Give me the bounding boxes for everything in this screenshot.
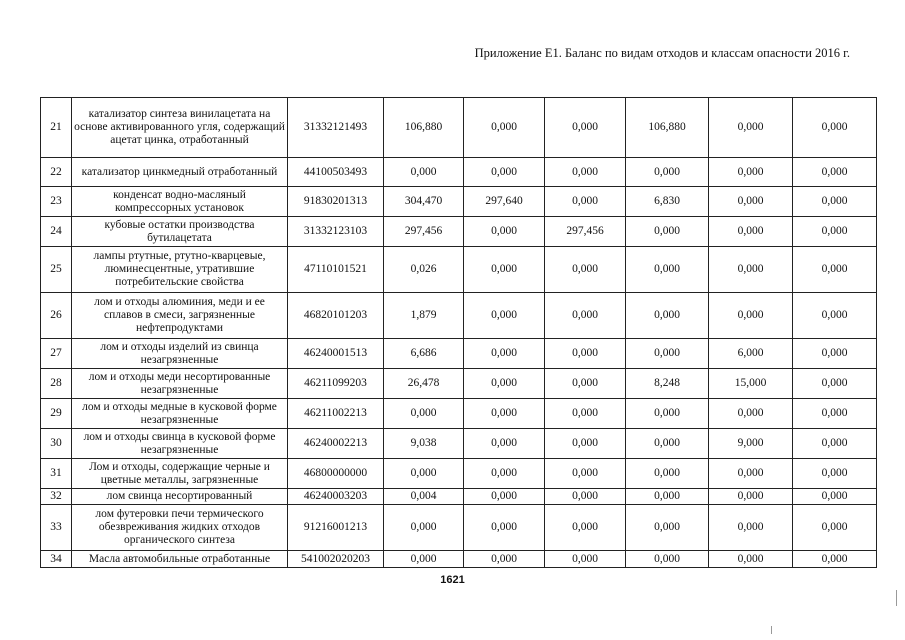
value-col-2: 0,000 [464, 551, 545, 568]
row-number: 33 [41, 505, 72, 551]
waste-code: 46211002213 [288, 399, 384, 429]
table-row [41, 551, 877, 568]
value-total: 26,478 [384, 369, 464, 399]
value-col-3: 0,000 [545, 459, 626, 489]
value-total: 0,000 [384, 459, 464, 489]
table-row [41, 489, 877, 505]
value-col-3: 0,000 [545, 293, 626, 339]
value-col-6: 0,000 [793, 98, 877, 158]
document-title: Приложение Е1. Баланс по видам отходов и классам опасности 2016 г. [474, 46, 850, 60]
waste-name: катализатор синтеза винилацетата на основе активированного угля, содержащий ацетат цинка, отработанный [72, 98, 288, 158]
waste-name: лом и отходы медные в кусковой форме незагрязненные [72, 399, 288, 429]
value-col-5: 0,000 [709, 293, 793, 339]
value-col-6: 0,000 [793, 217, 877, 247]
waste-code: 46240001513 [288, 339, 384, 369]
value-col-6: 0,000 [793, 459, 877, 489]
row-number: 30 [41, 429, 72, 459]
waste-code: 91216001213 [288, 505, 384, 551]
value-col-6: 0,000 [793, 505, 877, 551]
value-col-2: 0,000 [464, 429, 545, 459]
value-col-4: 0,000 [626, 247, 709, 293]
value-col-6: 0,000 [793, 489, 877, 505]
value-total: 0,000 [384, 551, 464, 568]
table-row [41, 187, 877, 217]
value-col-2: 0,000 [464, 217, 545, 247]
table-row [41, 158, 877, 187]
value-col-3: 0,000 [545, 339, 626, 369]
value-total: 0,004 [384, 489, 464, 505]
waste-name: катализатор цинкмедный отработанный [72, 158, 288, 187]
value-col-2: 0,000 [464, 399, 545, 429]
value-col-4: 0,000 [626, 217, 709, 247]
scan-mark [896, 590, 897, 606]
value-col-2: 0,000 [464, 247, 545, 293]
waste-code: 47110101521 [288, 247, 384, 293]
row-number: 21 [41, 98, 72, 158]
waste-balance-table [40, 97, 877, 568]
value-col-4: 0,000 [626, 459, 709, 489]
value-col-5: 0,000 [709, 98, 793, 158]
value-col-4: 0,000 [626, 399, 709, 429]
waste-code: 31332123103 [288, 217, 384, 247]
waste-name: лом футеровки печи термического обезвреживания жидких отходов органического синтеза [72, 505, 288, 551]
row-number: 22 [41, 158, 72, 187]
value-col-4: 106,880 [626, 98, 709, 158]
waste-name: кубовые остатки производства бутилацетата [72, 217, 288, 247]
row-number: 31 [41, 459, 72, 489]
waste-name: лампы ртутные, ртутно-кварцевые, люминесцентные, утратившие потребительские свойства [72, 247, 288, 293]
value-col-3: 0,000 [545, 551, 626, 568]
value-col-6: 0,000 [793, 369, 877, 399]
value-col-3: 0,000 [545, 98, 626, 158]
waste-name: лом и отходы изделий из свинца незагрязненные [72, 339, 288, 369]
value-col-6: 0,000 [793, 339, 877, 369]
table-row [41, 247, 877, 293]
value-col-4: 6,830 [626, 187, 709, 217]
value-col-4: 0,000 [626, 505, 709, 551]
value-col-5: 0,000 [709, 551, 793, 568]
waste-name: лом свинца несортированный [72, 489, 288, 505]
value-col-4: 0,000 [626, 489, 709, 505]
value-col-6: 0,000 [793, 399, 877, 429]
value-total: 297,456 [384, 217, 464, 247]
value-col-2: 0,000 [464, 293, 545, 339]
waste-code: 541002020203 [288, 551, 384, 568]
value-col-4: 0,000 [626, 293, 709, 339]
waste-name: конденсат водно-масляный компрессорных установок [72, 187, 288, 217]
value-col-3: 0,000 [545, 505, 626, 551]
waste-code: 91830201313 [288, 187, 384, 217]
value-col-5: 0,000 [709, 399, 793, 429]
row-number: 25 [41, 247, 72, 293]
value-col-3: 0,000 [545, 158, 626, 187]
value-total: 1,879 [384, 293, 464, 339]
scan-mark [771, 626, 772, 634]
waste-code: 46240002213 [288, 429, 384, 459]
value-col-3: 0,000 [545, 399, 626, 429]
value-col-4: 0,000 [626, 158, 709, 187]
waste-name: Масла автомобильные отработанные [72, 551, 288, 568]
value-col-3: 0,000 [545, 247, 626, 293]
waste-code: 46240003203 [288, 489, 384, 505]
value-col-3: 0,000 [545, 489, 626, 505]
value-col-5: 0,000 [709, 459, 793, 489]
value-total: 0,000 [384, 505, 464, 551]
value-col-2: 0,000 [464, 339, 545, 369]
value-col-5: 0,000 [709, 505, 793, 551]
value-total: 0,000 [384, 158, 464, 187]
row-number: 34 [41, 551, 72, 568]
table-row [41, 98, 877, 158]
waste-code: 44100503493 [288, 158, 384, 187]
value-col-2: 0,000 [464, 98, 545, 158]
table-row [41, 217, 877, 247]
value-col-4: 0,000 [626, 551, 709, 568]
table-row [41, 429, 877, 459]
waste-name: лом и отходы меди несортированные незагрязненные [72, 369, 288, 399]
value-col-5: 0,000 [709, 187, 793, 217]
table-row [41, 459, 877, 489]
row-number: 28 [41, 369, 72, 399]
value-total: 9,038 [384, 429, 464, 459]
value-col-5: 0,000 [709, 247, 793, 293]
value-col-5: 15,000 [709, 369, 793, 399]
value-col-6: 0,000 [793, 551, 877, 568]
table-row [41, 369, 877, 399]
value-col-5: 0,000 [709, 158, 793, 187]
waste-name: лом и отходы свинца в кусковой форме незагрязненные [72, 429, 288, 459]
waste-name: Лом и отходы, содержащие черные и цветные металлы, загрязненные [72, 459, 288, 489]
value-col-2: 0,000 [464, 505, 545, 551]
value-col-4: 0,000 [626, 339, 709, 369]
value-col-3: 0,000 [545, 429, 626, 459]
page-number: 1621 [440, 574, 465, 586]
value-total: 106,880 [384, 98, 464, 158]
table-row [41, 339, 877, 369]
value-col-2: 297,640 [464, 187, 545, 217]
row-number: 24 [41, 217, 72, 247]
value-col-6: 0,000 [793, 158, 877, 187]
value-total: 0,026 [384, 247, 464, 293]
row-number: 23 [41, 187, 72, 217]
value-col-5: 0,000 [709, 217, 793, 247]
value-col-4: 0,000 [626, 429, 709, 459]
value-col-6: 0,000 [793, 429, 877, 459]
value-col-2: 0,000 [464, 459, 545, 489]
waste-code: 46800000000 [288, 459, 384, 489]
value-col-4: 8,248 [626, 369, 709, 399]
table-row [41, 399, 877, 429]
value-col-5: 6,000 [709, 339, 793, 369]
value-total: 304,470 [384, 187, 464, 217]
row-number: 26 [41, 293, 72, 339]
value-total: 0,000 [384, 399, 464, 429]
value-col-3: 0,000 [545, 187, 626, 217]
value-col-6: 0,000 [793, 247, 877, 293]
value-col-5: 9,000 [709, 429, 793, 459]
value-col-2: 0,000 [464, 158, 545, 187]
row-number: 27 [41, 339, 72, 369]
table-row [41, 293, 877, 339]
value-col-3: 297,456 [545, 217, 626, 247]
row-number: 29 [41, 399, 72, 429]
waste-code: 46820101203 [288, 293, 384, 339]
waste-name: лом и отходы алюминия, меди и ее сплавов в смеси, загрязненные нефтепродуктами [72, 293, 288, 339]
table-row [41, 505, 877, 551]
value-col-5: 0,000 [709, 489, 793, 505]
value-col-2: 0,000 [464, 369, 545, 399]
value-col-6: 0,000 [793, 293, 877, 339]
value-col-6: 0,000 [793, 187, 877, 217]
row-number: 32 [41, 489, 72, 505]
value-col-3: 0,000 [545, 369, 626, 399]
value-col-2: 0,000 [464, 489, 545, 505]
waste-code: 31332121493 [288, 98, 384, 158]
value-total: 6,686 [384, 339, 464, 369]
waste-code: 46211099203 [288, 369, 384, 399]
